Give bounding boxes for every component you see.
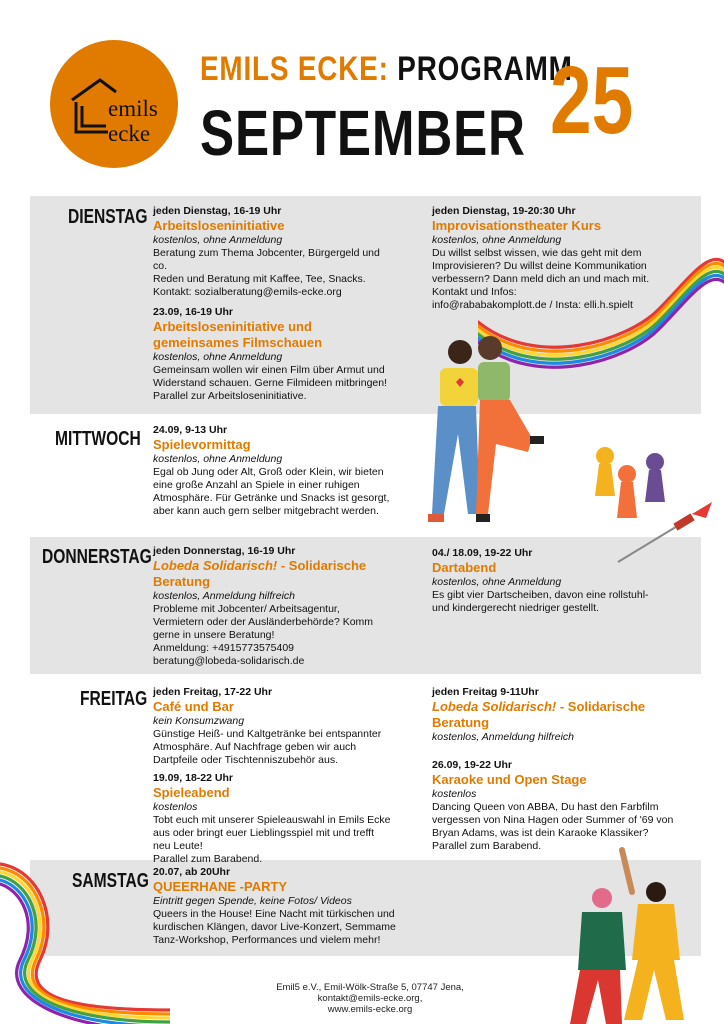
header-title bbox=[200, 50, 573, 89]
footer-address: Emil5 e.V., Emil-Wölk-Straße 5, 07747 Jena, bbox=[276, 982, 464, 993]
event-desc-line: Beratung zum Thema Jobcenter, Bürgergeld und bbox=[153, 247, 380, 259]
footer-email: kontakt@emils-ecke.org, bbox=[317, 993, 423, 1004]
event-time: 26.09, 19-22 Uhr bbox=[432, 759, 512, 771]
event-time: jeden Freitag, 17-22 Uhr bbox=[153, 686, 273, 698]
event-note: kostenlos, ohne Anmeldung bbox=[153, 351, 283, 363]
event-desc-line: aber kann auch gern selber mitgebracht werden. bbox=[153, 505, 379, 517]
event-desc-line: Reden und Beratung mit Kaffee, Tee, Snacks. bbox=[153, 273, 366, 285]
event-title-rest: - Solidarische bbox=[277, 558, 367, 573]
event-time: 24.09, 9-13 Uhr bbox=[153, 424, 228, 436]
event-arbeitsloseninitiative bbox=[153, 205, 418, 299]
event-note: kostenlos, ohne Anmeldung bbox=[432, 576, 562, 588]
header-org-name: EMILS ECKE: bbox=[200, 50, 389, 88]
emils-ecke-logo bbox=[50, 40, 178, 168]
performers-illustration bbox=[562, 840, 712, 1024]
event-note: kostenlos bbox=[432, 788, 477, 800]
event-time: jeden Donnerstag, 16-19 Uhr bbox=[153, 545, 296, 557]
day-label-samstag: SAMSTAG bbox=[72, 870, 149, 892]
event-improvisationstheater bbox=[432, 205, 702, 312]
event-desc-line: Es gibt vier Dartscheiben, davon eine rollstuhl- bbox=[432, 589, 649, 601]
event-title: Karaoke und Open Stage bbox=[432, 772, 587, 787]
event-title: Dartabend bbox=[432, 560, 497, 575]
event-desc-line: Widerstand schauen. Gerne Filmideen mitbringen! bbox=[153, 377, 388, 389]
event-desc-line: Du willst selbst wissen, wie das geht mit dem bbox=[432, 247, 642, 259]
footer-website: www.emils-ecke.org bbox=[327, 1004, 413, 1015]
event-note: kostenlos, Anmeldung hilfreich bbox=[432, 731, 575, 743]
event-title-line1: Arbeitsloseninitiative und bbox=[153, 319, 312, 334]
event-lobeda-solidarisch-do bbox=[153, 545, 418, 668]
event-time: 19.09, 18-22 Uhr bbox=[153, 772, 233, 784]
event-desc-line: Atmosphäre. Für Getränke und Snacks ist gesorgt, bbox=[153, 492, 390, 504]
event-desc-line: Tobt euch mit unserer Spieleauswahl in Emils Ecke bbox=[153, 814, 391, 826]
event-queerhane-party bbox=[153, 866, 453, 947]
event-karaoke bbox=[432, 759, 702, 853]
event-desc-line: Günstige Heiß- und Kaltgetränke bei entspannter bbox=[153, 728, 382, 740]
event-title: Improvisationstheater Kurs bbox=[432, 218, 602, 233]
event-filmschauen bbox=[153, 306, 418, 403]
event-title: Arbeitsloseninitiative bbox=[153, 218, 285, 233]
event-time: 23.09, 16-19 Uhr bbox=[153, 306, 233, 318]
event-desc-line: Bryan Adams, was ist dein Karaoke Klassiker? bbox=[432, 827, 649, 839]
event-desc-line: Queers in the House! Eine Nacht mit türkischen und bbox=[153, 908, 395, 920]
day-label-freitag: FREITAG bbox=[80, 688, 148, 710]
event-desc-line: beratung@lobeda-solidarisch.de bbox=[153, 655, 305, 667]
event-desc-line: Parallel zum Barabend. bbox=[432, 840, 542, 852]
event-desc-line: Tanz-Workshop, Performances und vielem mehr! bbox=[153, 934, 381, 946]
event-desc-line: Vermietern oder der Ausländerbehörde? Komm bbox=[153, 616, 374, 628]
event-note: kostenlos, ohne Anmeldung bbox=[153, 234, 283, 246]
event-desc-line: Dancing Queen von ABBA, Du hast den Farbfilm bbox=[432, 801, 659, 813]
event-note: kostenlos, Anmeldung hilfreich bbox=[153, 590, 296, 602]
event-time: jeden Dienstag, 16-19 Uhr bbox=[153, 205, 282, 217]
event-title-rest: - Solidarische bbox=[556, 699, 646, 714]
event-desc-line: neu Leute! bbox=[153, 840, 203, 852]
event-title-italic: Lobeda Solidarisch! bbox=[432, 699, 557, 714]
event-dartabend bbox=[432, 547, 692, 615]
event-desc-line: Anmeldung: +4915773575409 bbox=[153, 642, 295, 654]
event-cafe-und-bar bbox=[153, 686, 418, 767]
event-spielevormittag bbox=[153, 424, 418, 518]
event-desc-line: gerne in unsere Beratung! bbox=[153, 629, 275, 641]
event-desc-line: Egal ob Jung oder Alt, Groß oder Klein, wir bieten bbox=[153, 466, 384, 478]
event-title-line2: gemeinsames Filmschauen bbox=[153, 335, 323, 350]
event-desc-line: Atmosphäre. Auf Nachfrage geben wir auch bbox=[153, 741, 357, 753]
event-spieleabend bbox=[153, 772, 418, 866]
event-desc-line: Kontakt und Infos: bbox=[432, 286, 517, 298]
event-title-line2: Beratung bbox=[153, 574, 211, 589]
event-note: kostenlos, ohne Anmeldung bbox=[153, 453, 283, 465]
header-programm: PROGRAMM bbox=[397, 50, 573, 88]
event-title-line2: Beratung bbox=[432, 715, 490, 730]
event-desc-line: Gemeinsam wollen wir einen Film über Armut und bbox=[153, 364, 385, 376]
couple-illustration bbox=[418, 334, 558, 530]
event-desc-line: und kindergerecht niedriger gestellt. bbox=[432, 602, 599, 614]
event-desc-line: Probleme mit Jobcenter/ Arbeitsagentur, bbox=[153, 603, 340, 615]
day-label-dienstag: DIENSTAG bbox=[68, 206, 148, 228]
header-year: 25 bbox=[550, 47, 634, 154]
event-title-italic: Lobeda Solidarisch! bbox=[153, 558, 278, 573]
event-desc-line: verbessern? Dann meld dich an und mach mit. bbox=[432, 273, 650, 285]
event-title bbox=[432, 699, 702, 715]
event-desc-line: Dartpfeile oder Tischtenniszubehör aus. bbox=[153, 754, 339, 766]
event-title: Café und Bar bbox=[153, 699, 234, 714]
event-title: Spieleabend bbox=[153, 785, 230, 800]
event-title: QUEERHANE -PARTY bbox=[153, 879, 288, 894]
event-desc-line: Parallel zur Arbeitsloseninitiative. bbox=[153, 390, 307, 402]
day-label-mittwoch: MITTWOCH bbox=[55, 428, 141, 450]
event-title: Spielevormittag bbox=[153, 437, 251, 452]
event-time: 20.07, ab 20Uhr bbox=[153, 866, 231, 878]
event-desc-line: Improvisieren? Du willst deine Kommunikation bbox=[432, 260, 647, 272]
header-month: SEPTEMBER bbox=[200, 97, 526, 169]
event-lobeda-solidarisch-fr bbox=[432, 686, 702, 744]
event-desc-line: vergessen von Nina Hagen oder Summer of '69 von bbox=[432, 814, 674, 826]
event-note: Eintritt gegen Spende, keine Fotos/ Videos bbox=[153, 895, 352, 907]
event-title bbox=[153, 558, 418, 574]
event-note: kostenlos, ohne Anmeldung bbox=[432, 234, 562, 246]
footer-contact bbox=[240, 982, 500, 1015]
event-time: 04./ 18.09, 19-22 Uhr bbox=[432, 547, 533, 559]
event-note: kostenlos bbox=[153, 801, 198, 813]
logo-text-line1: emils bbox=[108, 96, 158, 121]
event-desc-line: info@rababakomplott.de / Insta: elli.h.spielt bbox=[432, 299, 633, 311]
event-note: kein Konsumzwang bbox=[153, 715, 245, 727]
event-desc-line: co. bbox=[153, 260, 168, 272]
day-label-donnerstag: DONNERSTAG bbox=[42, 546, 152, 568]
event-desc-line: kurdischen Klängen, davor Live-Konzert, Semmame bbox=[153, 921, 396, 933]
event-time: jeden Freitag 9-11Uhr bbox=[432, 686, 539, 698]
logo-text-line2: ecke bbox=[108, 121, 151, 146]
event-desc-line: eine große Anzahl an Spiele in einer ruhigen bbox=[153, 479, 360, 491]
event-desc-line: Kontakt: sozialberatung@emils-ecke.org bbox=[153, 286, 342, 298]
event-desc-line: aus oder bringt euer Lieblingsspiel mit und trefft bbox=[153, 827, 375, 839]
event-time: jeden Dienstag, 19-20:30 Uhr bbox=[432, 205, 576, 217]
event-desc-line: Parallel zum Barabend. bbox=[153, 853, 263, 865]
